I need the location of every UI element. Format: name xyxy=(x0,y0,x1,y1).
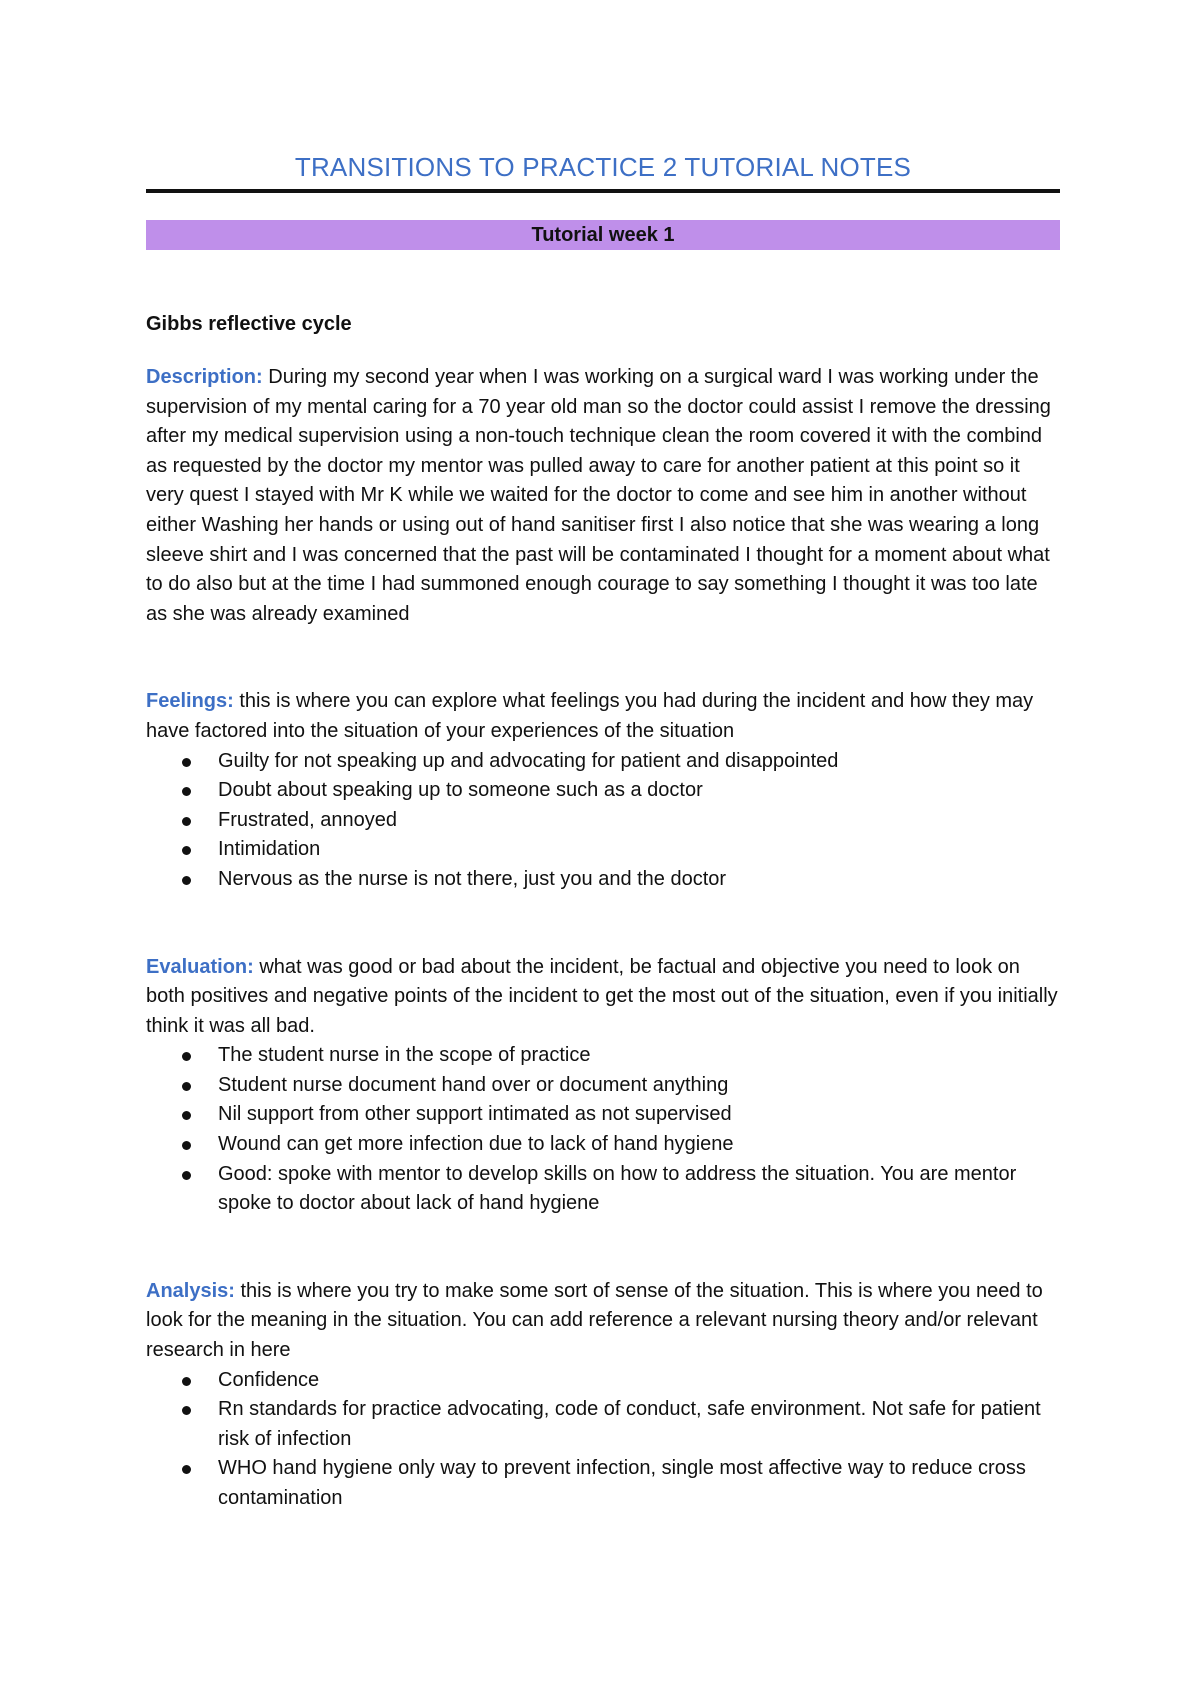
list-item-text: WHO hand hygiene only way to prevent infection, single most affective way to reduce cross contamination xyxy=(218,1457,1026,1509)
analysis-list xyxy=(146,1366,1060,1514)
tutorial-week-banner: Tutorial week 1 xyxy=(146,220,1060,250)
list-item-text: The student nurse in the scope of practice xyxy=(218,1044,591,1067)
list-item xyxy=(146,1041,1060,1071)
description-text: During my second year when I was working on a surgical ward I was working under the supervision of my mental caring for a 70 year old man so the doctor could assist I remove the dressing after my medical supervision using a non-touch technique clean the room covered it with the combind as requested by the doctor my mentor was pulled away to care for another patient at this point so it very quest I stayed with Mr K while we waited for the doctor to come and see him in another without either Washing her hands or using out of hand sanitiser first I also notice that she was wearing a long sleeve shirt and I was concerned that the past will be contaminated I thought for a moment about what to do also but at the time I had summoned enough courage to say something I thought it was too late as she was already examined xyxy=(146,366,1051,625)
list-item xyxy=(146,806,1060,836)
analysis-label: Analysis: xyxy=(146,1279,235,1302)
list-item-text: Intimidation xyxy=(218,838,321,861)
list-item-text: Guilty for not speaking up and advocating for patient and disappointed xyxy=(218,749,839,772)
list-item xyxy=(146,747,1060,777)
list-item-text: Nervous as the nurse is not there, just you and the doctor xyxy=(218,867,727,890)
bullet-dot-icon xyxy=(182,787,191,796)
feelings-section xyxy=(146,687,1060,894)
list-item xyxy=(146,1071,1060,1101)
analysis-paragraph xyxy=(146,1277,1060,1366)
list-item-text: Student nurse document hand over or document anything xyxy=(218,1073,729,1096)
list-item-text: Frustrated, annoyed xyxy=(218,808,397,831)
bullet-dot-icon xyxy=(182,1082,191,1091)
description-paragraph xyxy=(146,363,1060,629)
list-item xyxy=(146,776,1060,806)
list-item-text: Rn standards for practice advocating, code of conduct, safe environment. Not safe for patient risk of infection xyxy=(218,1398,1041,1450)
document-title: TRANSITIONS TO PRACTICE 2 TUTORIAL NOTES xyxy=(294,152,912,182)
bullet-dot-icon xyxy=(182,876,191,885)
list-item xyxy=(146,1130,1060,1160)
bullet-dot-icon xyxy=(182,846,191,855)
feelings-list xyxy=(146,747,1060,895)
list-item xyxy=(146,1395,1060,1454)
list-item xyxy=(146,1160,1060,1219)
evaluation-text: what was good or bad about the incident, be factual and objective you need to look on both positives and negative points of the incident to get the most out of the situation, even if you initially think it was all bad. xyxy=(146,955,1058,1037)
list-item xyxy=(146,1366,1060,1396)
list-item-text: Wound can get more infection due to lack of hand hygiene xyxy=(218,1133,734,1156)
title-divider xyxy=(146,189,1060,193)
bullet-dot-icon xyxy=(182,1406,191,1415)
list-item-text: Doubt about speaking up to someone such as a doctor xyxy=(218,779,703,802)
list-item xyxy=(146,835,1060,865)
list-item-text: Nil support from other support intimated as not supervised xyxy=(218,1103,732,1126)
feelings-label: Feelings: xyxy=(146,690,234,713)
feelings-text: this is where you can explore what feelings you had during the incident and how they may have factored into the situation of your experiences of the situation xyxy=(146,690,1034,742)
evaluation-paragraph xyxy=(146,953,1060,1042)
evaluation-label: Evaluation: xyxy=(146,955,254,978)
description-section xyxy=(146,363,1060,629)
document-page xyxy=(146,148,1060,1514)
feelings-paragraph xyxy=(146,687,1060,746)
bullet-dot-icon xyxy=(182,758,191,767)
section-heading: Gibbs reflective cycle xyxy=(146,313,352,335)
list-item xyxy=(146,1100,1060,1130)
evaluation-list xyxy=(146,1041,1060,1219)
list-item-text: Good: spoke with mentor to develop skills on how to address the situation. You are mentor spoke to doctor about lack of hand hygiene xyxy=(218,1162,1017,1215)
list-item-text: Confidence xyxy=(218,1368,320,1391)
list-item xyxy=(146,865,1060,895)
bullet-dot-icon xyxy=(182,1171,191,1180)
bullet-dot-icon xyxy=(182,1141,191,1150)
bullet-dot-icon xyxy=(182,1111,191,1120)
description-label: Description: xyxy=(146,366,263,388)
analysis-section xyxy=(146,1277,1060,1514)
bullet-dot-icon xyxy=(182,1377,191,1386)
list-item xyxy=(146,1454,1060,1513)
analysis-text: this is where you try to make some sort of sense of the situation. This is where you need to look for the meaning in the situation. You can add reference a relevant nursing theory and/or relevant research in here xyxy=(146,1279,1043,1362)
bullet-dot-icon xyxy=(182,1052,191,1061)
bullet-dot-icon xyxy=(182,817,191,826)
evaluation-section xyxy=(146,953,1060,1219)
bullet-dot-icon xyxy=(182,1465,191,1474)
